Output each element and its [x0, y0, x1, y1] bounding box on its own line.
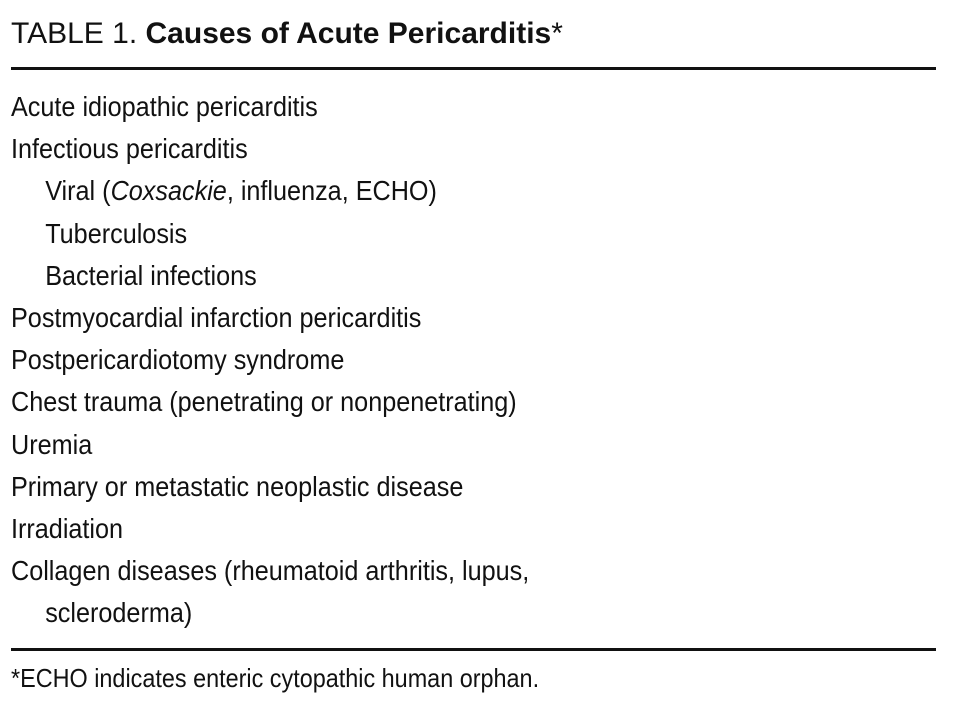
list-item: Collagen diseases (rheumatoid arthritis, lupus, [11, 555, 530, 587]
table-heading: Causes of Acute Pericarditis [145, 17, 552, 50]
list-item: Uremia [11, 428, 93, 460]
list-item: Tuberculosis [45, 217, 188, 249]
table-number: TABLE 1. [11, 17, 138, 50]
list-item: Chest trauma (penetrating or nonpenetrating) [11, 386, 517, 418]
list-item-italic: Coxsackie [110, 175, 227, 207]
list-item [11, 170, 848, 212]
list-item-text: Viral ( [45, 175, 111, 207]
list-item: Acute idiopathic pericarditis [11, 91, 318, 122]
list-item-text: , influenza, ECHO) [226, 175, 437, 207]
list-item: scleroderma) [45, 597, 193, 629]
top-rule [11, 67, 936, 70]
list-item: Primary or metastatic neoplastic disease [11, 470, 464, 502]
table-title [11, 14, 563, 54]
list-item: Postpericardiotomy syndrome [11, 344, 345, 376]
table-footnote: *ECHO indicates enteric cytopathic human orphan. [11, 663, 540, 693]
list-item: Bacterial infections [45, 259, 257, 291]
list-item: Infectious pericarditis [11, 133, 248, 165]
list-item: Postmyocardial infarction pericarditis [11, 301, 422, 333]
bottom-rule [11, 648, 936, 651]
causes-list [11, 86, 941, 634]
footnote-marker: * [551, 17, 563, 50]
list-item: Irradiation [11, 512, 124, 544]
